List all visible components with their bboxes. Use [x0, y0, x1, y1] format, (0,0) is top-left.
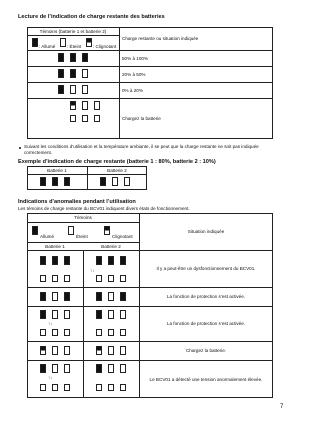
led-on-icon	[58, 69, 64, 78]
led-off-icon	[40, 275, 46, 282]
anomaly-col-battery1: Batterie 1	[45, 243, 65, 249]
led-off-icon	[108, 310, 114, 319]
table-rule	[27, 174, 147, 175]
led-off-icon	[96, 329, 102, 336]
led-off-icon	[64, 384, 70, 391]
led-blink-icon	[70, 101, 76, 110]
section1-note: Suivant les conditions d’utilisation et la température ambiante, il se peut que la charge restante ne soit pas indiquée correctement.	[24, 144, 259, 155]
table1-header-right: Charge restante ou situation indiquée	[122, 36, 199, 41]
alternating-arrows-icon: ↑↓	[48, 375, 53, 380]
led-off-icon	[108, 364, 114, 373]
led-on-icon	[70, 53, 76, 62]
anomaly-row-2: La fonction de protection s’est activée.	[166, 294, 246, 299]
anomaly-row-3: La fonction de protection s’est activée.	[166, 321, 246, 326]
led-on-icon	[58, 85, 64, 94]
led-off-icon	[96, 384, 102, 391]
led-off-icon	[108, 346, 114, 355]
led-off-icon	[120, 384, 126, 391]
led-off-icon	[112, 177, 118, 186]
row-charge-battery: Chargez la batterie	[122, 116, 161, 121]
led-off-icon	[82, 85, 88, 94]
led-off-icon	[108, 384, 114, 391]
led-off-icon	[40, 384, 46, 391]
led-off-icon	[120, 310, 126, 319]
legend-on-label: : Allumé	[39, 44, 56, 49]
legend-off-label: : Éteint	[67, 44, 82, 49]
anomaly-col-battery2: Batterie 2	[101, 243, 121, 249]
led-on-icon	[32, 226, 38, 235]
led-blink-icon	[40, 346, 46, 355]
led-off-icon	[52, 275, 58, 282]
led-off-icon	[82, 115, 88, 122]
legend3-off-label: Éteint	[76, 234, 88, 239]
table-rule	[27, 222, 139, 223]
led-on-icon	[96, 364, 102, 373]
section3-subtitle: Les témoins de charge restante du BCV01 indiquent divers états de fonctionnement.	[18, 206, 190, 211]
example-col-battery1: Batterie 1	[47, 167, 67, 173]
led-off-icon	[68, 226, 74, 235]
led-on-icon	[40, 292, 46, 301]
anomaly-row-4: Chargez la batterie.	[185, 348, 227, 353]
anomaly-header-situation: Situation indiquée	[187, 229, 225, 234]
led-off-icon	[108, 292, 114, 301]
row-0-20: 0% à 20%	[122, 87, 143, 93]
led-on-icon	[40, 256, 46, 265]
led-off-icon	[52, 292, 58, 301]
led-off-icon	[82, 69, 88, 78]
led-off-icon	[108, 329, 114, 336]
legend3-on-label: Allumé	[40, 234, 55, 239]
led-blink-icon	[104, 226, 110, 235]
led-on-icon	[108, 256, 114, 265]
led-off-icon	[52, 329, 58, 336]
section1-title: Lecture de l’indication de charge restante des batteries	[18, 14, 165, 20]
led-off-icon	[82, 101, 88, 110]
led-off-legend	[60, 38, 66, 47]
section3-title: Indications d’anomalies pendant l’utilisation	[18, 199, 136, 205]
anomaly-header-temoins: Témoins	[74, 215, 92, 220]
anomaly-row-5: Le BCV01 a détecté une tension anormalement élevée.	[149, 376, 263, 382]
alternating-arrows-icon: ↑↓	[90, 268, 95, 273]
led-on-icon	[64, 292, 70, 301]
led-off-icon	[52, 384, 58, 391]
led-on-icon	[100, 177, 106, 186]
led-on-icon	[120, 256, 126, 265]
table-rule	[27, 35, 119, 36]
table1-header-left: Témoins (batterie 1 et batterie 2)	[39, 28, 107, 34]
led-off-icon	[108, 275, 114, 282]
row-50-100: 50% à 100%	[122, 55, 149, 61]
led-off-icon	[52, 310, 58, 319]
led-off-icon	[120, 346, 126, 355]
led-off-icon	[70, 115, 76, 122]
row-20-50: 20% à 50%	[122, 71, 146, 77]
led-on-icon	[96, 256, 102, 265]
led-off-icon	[52, 346, 58, 355]
table-rule	[83, 250, 84, 398]
led-on-icon	[96, 310, 102, 319]
bullet-icon	[19, 147, 21, 149]
led-off-icon	[64, 364, 70, 373]
led-on-icon	[40, 364, 46, 373]
led-off-icon	[120, 275, 126, 282]
led-off-icon	[96, 275, 102, 282]
led-off-icon	[64, 329, 70, 336]
legend-blink-label: : Clignotant	[93, 44, 117, 49]
led-on-icon	[52, 177, 58, 186]
led-blink-icon	[96, 346, 102, 355]
led-off-icon	[64, 275, 70, 282]
led-off-icon	[120, 364, 126, 373]
led-off-icon	[120, 329, 126, 336]
page-number: 7	[280, 404, 284, 410]
led-off-icon	[40, 329, 46, 336]
example-col-battery2: Batterie 2	[107, 167, 127, 173]
led-on-icon	[40, 177, 46, 186]
led-off-icon	[70, 85, 76, 94]
led-on-icon	[96, 292, 102, 301]
led-off-icon	[52, 364, 58, 373]
led-off-icon	[94, 101, 100, 110]
led-off-icon	[94, 115, 100, 122]
led-on-legend	[32, 38, 38, 47]
led-on-icon	[120, 292, 126, 301]
led-on-icon	[70, 69, 76, 78]
led-on-icon	[58, 53, 64, 62]
led-off-icon	[64, 346, 70, 355]
led-on-icon	[82, 53, 88, 62]
led-off-icon	[124, 177, 130, 186]
legend3-blink-label: Clignotant	[112, 234, 133, 239]
anomaly-row-1: Il y a peut-être un dysfonctionnement du BCV01.	[156, 266, 256, 271]
led-blink-legend	[86, 38, 92, 47]
led-on-icon	[52, 256, 58, 265]
section2-title: Exemple d’indication de charge restante (batterie 1 : 80%, batterie 2 : 10%)	[18, 159, 216, 165]
led-on-icon	[64, 177, 70, 186]
led-on-icon	[64, 256, 70, 265]
alternating-arrows-icon: ↑↓	[48, 321, 53, 326]
led-on-icon	[40, 310, 46, 319]
led-off-icon	[64, 310, 70, 319]
